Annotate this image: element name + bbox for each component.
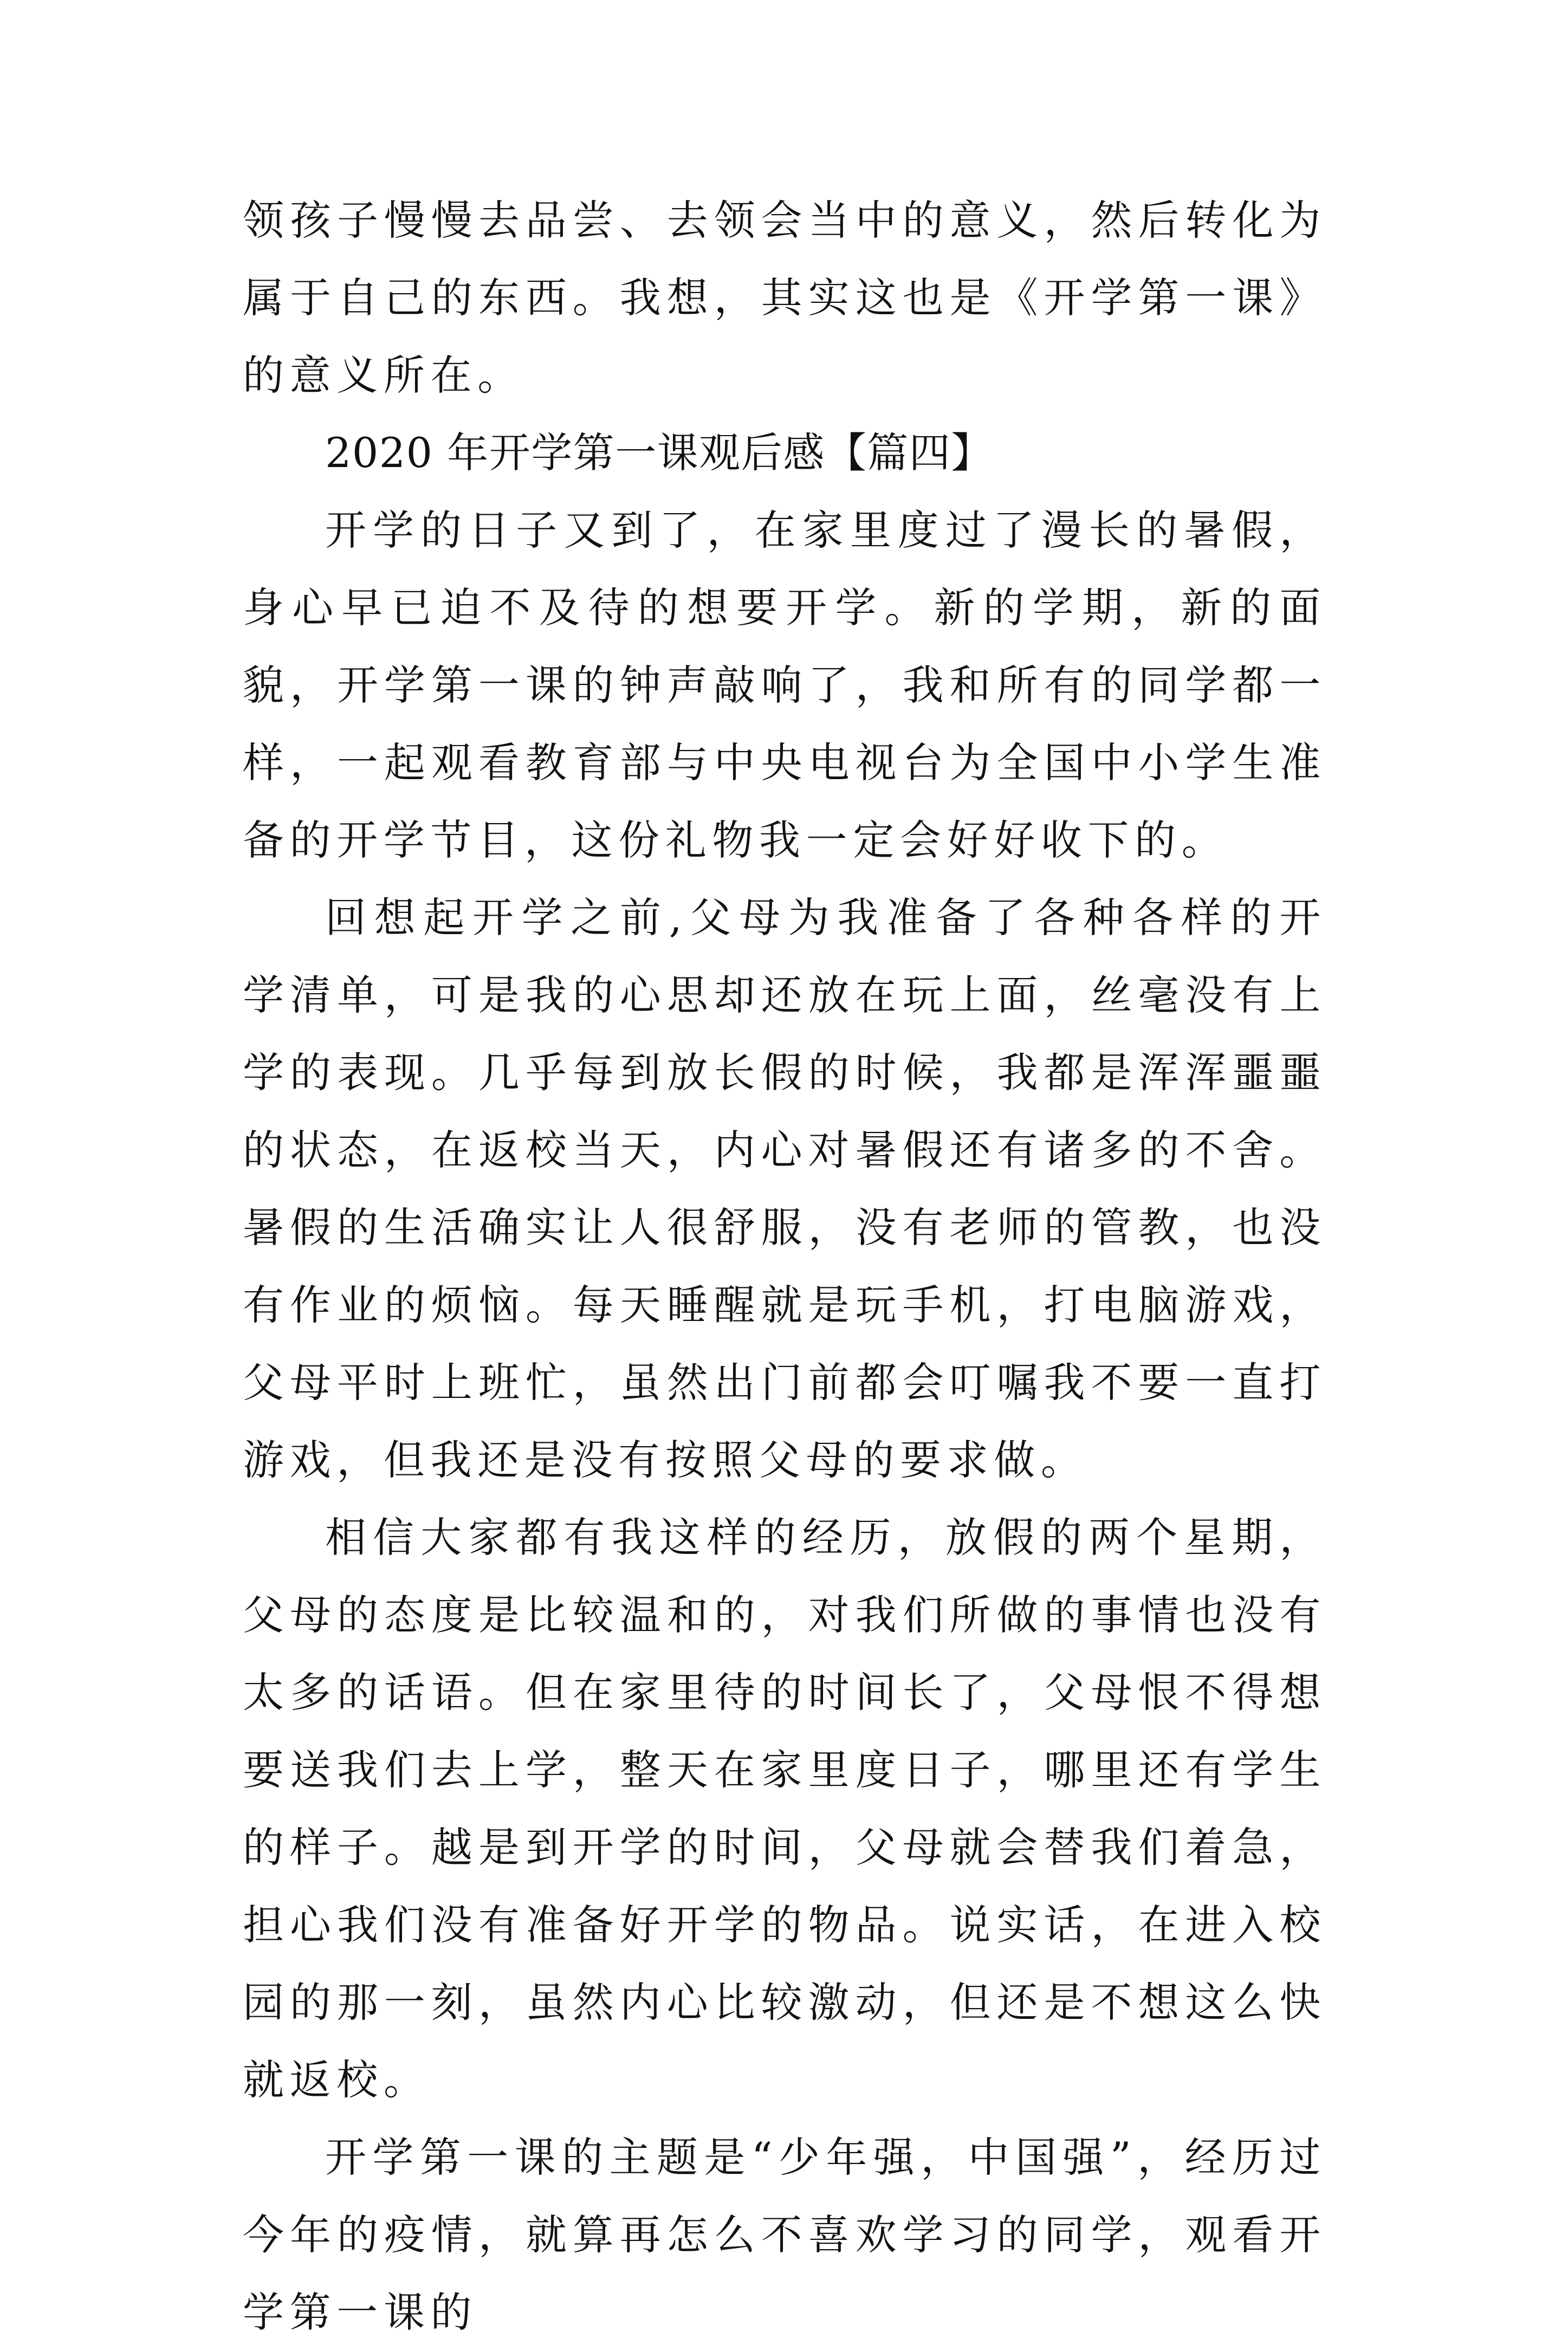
paragraph-3: 相信大家都有我这样的经历，放假的两个星期，父母的态度是比较温和的，对我们所做的事情也没有太多的话语。但在家里待的时间长了，父母恨不得想要送我们去上学，整天在家里度日子，哪里还有学生的样子。越是到开学的时间，父母就会替我们着急，担心我们没有准备好开学的物品。说实话，在进入校园的那一刻，虽然内心比较激动，但还是不想这么快就返校。 [243, 1513, 1326, 2104]
paragraph-4: 开学第一课的主题是“少年强，中国强”，经历过今年的疫情，就算再怎么不喜欢学习的同学，观看开学第一课的 [243, 2133, 1326, 2336]
paragraph-2: 回想起开学之前,父母为我准备了各种各样的开学清单，可是我的心思却还放在玩上面，丝毫没有上学的表现。几乎每到放长假的时候，我都是浑浑噩噩的状态，在返校当天，内心对暑假还有诸多的不舍。暑假的生活确实让人很舒服，没有老师的管教，也没有作业的烦恼。每天睡醒就是玩手机，打电脑游戏，父母平时上班忙，虽然出门前都会叮嘱我不要一直打游戏，但我还是没有按照父母的要求做。 [243, 893, 1326, 1484]
paragraph-continuation: 领孩子慢慢去品尝、去领会当中的意义，然后转化为属于自己的东西。我想，其实这也是《开学第一课》的意义所在。 [243, 196, 1326, 399]
paragraph-1: 开学的日子又到了，在家里度过了漫长的暑假，身心早已迫不及待的想要开学。新的学期，新的面貌，开学第一课的钟声敲响了，我和所有的同学都一样，一起观看教育部与中央电视台为全国中小学生准备的开学节目，这份礼物我一定会好好收下的。 [243, 506, 1326, 864]
section-heading: 2020 年开学第一课观后感【篇四】 [325, 429, 993, 477]
document-body [243, 182, 1326, 2351]
